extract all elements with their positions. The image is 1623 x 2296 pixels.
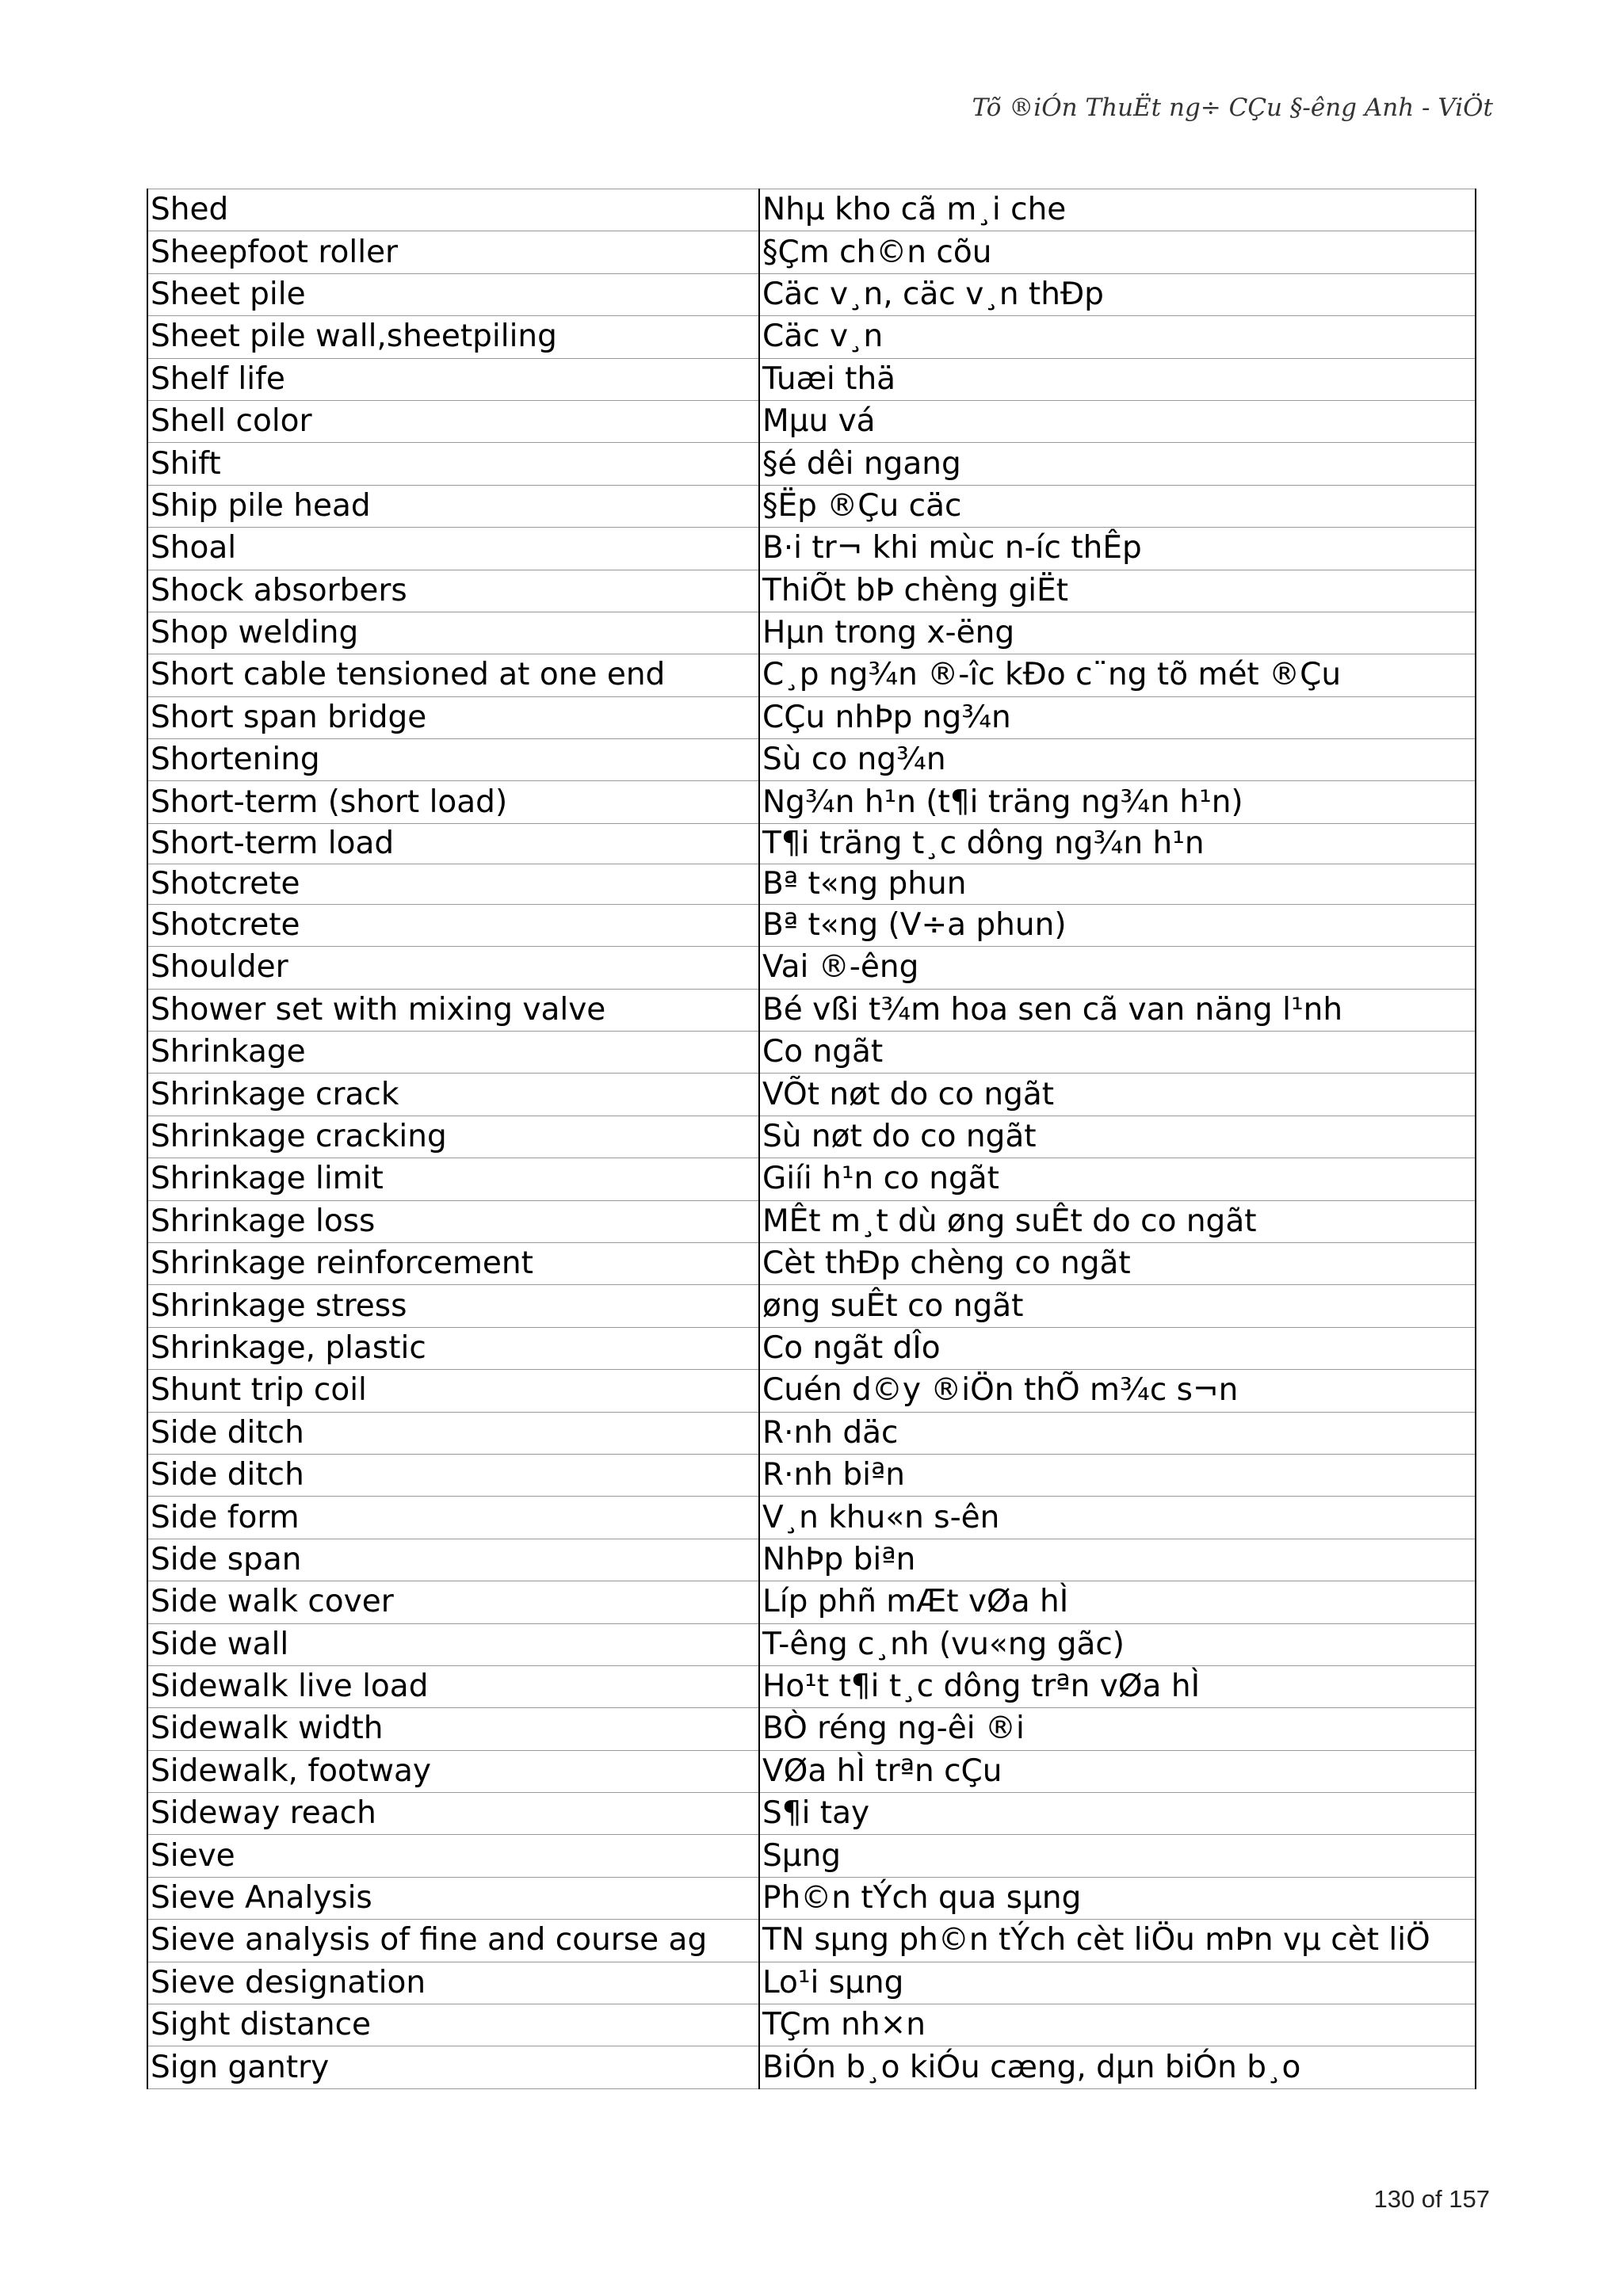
- english-term: Sheet pile: [147, 273, 759, 315]
- vietnamese-term: Bª t«ng (V÷a phun): [759, 904, 1476, 946]
- vietnamese-term: Bª t«ng phun: [759, 864, 1476, 904]
- english-term: Shotcrete: [147, 864, 759, 904]
- vietnamese-term: Cèt thÐp chèng co ngãt: [759, 1242, 1476, 1284]
- english-term: Sieve analysis of fine and course ag: [147, 1920, 759, 1962]
- english-term: Shrinkage: [147, 1032, 759, 1074]
- vietnamese-term: TÇm nh×n: [759, 2004, 1476, 2046]
- english-term: Sidewalk live load: [147, 1665, 759, 1707]
- table-row: [147, 1793, 1476, 1835]
- english-term: Sheet pile wall,sheetpiling: [147, 316, 759, 358]
- english-term: Side ditch: [147, 1412, 759, 1454]
- table-row: [147, 989, 1476, 1031]
- vietnamese-term: MÊt m¸t dù øng suÊt do co ngãt: [759, 1200, 1476, 1242]
- english-term: Side form: [147, 1497, 759, 1539]
- english-term: Shortening: [147, 739, 759, 781]
- table-row: [147, 1412, 1476, 1454]
- table-row: [147, 358, 1476, 400]
- table-row: [147, 1623, 1476, 1665]
- table-row: [147, 739, 1476, 781]
- vietnamese-term: Co ngãt: [759, 1032, 1476, 1074]
- english-term: Shower set with mixing valve: [147, 989, 759, 1031]
- table-row: [147, 231, 1476, 273]
- vietnamese-term: Co ngãt dÎo: [759, 1327, 1476, 1369]
- vietnamese-term: Hµn trong x-ëng: [759, 612, 1476, 654]
- english-term: Shrinkage stress: [147, 1285, 759, 1327]
- english-term: Shrinkage, plastic: [147, 1327, 759, 1369]
- english-term: Shotcrete: [147, 904, 759, 946]
- vietnamese-term: Cäc v¸n: [759, 316, 1476, 358]
- vietnamese-term: Sù co ng¾n: [759, 739, 1476, 781]
- vietnamese-term: R·nh biªn: [759, 1454, 1476, 1496]
- table-row: [147, 864, 1476, 904]
- vietnamese-term: Bé vßi t¾m hoa sen cã van näng l¹nh: [759, 989, 1476, 1031]
- vietnamese-term: C¸p ng¾n ®-îc kÐo c¨ng tõ mét ®Çu: [759, 654, 1476, 696]
- vietnamese-term: Líp phñ mÆt vØa hÌ: [759, 1581, 1476, 1623]
- table-row: [147, 189, 1476, 231]
- vietnamese-term: Sµng: [759, 1835, 1476, 1877]
- vietnamese-term: BiÓn b¸o kiÓu cæng, dµn biÓn b¸o: [759, 2046, 1476, 2088]
- vietnamese-term: VÕt nøt do co ngãt: [759, 1074, 1476, 1116]
- english-term: Sign gantry: [147, 2046, 759, 2088]
- english-term: Ship pile head: [147, 485, 759, 527]
- vietnamese-term: Giíi h¹n co ngãt: [759, 1158, 1476, 1200]
- english-term: Short cable tensioned at one end: [147, 654, 759, 696]
- table-row: [147, 528, 1476, 570]
- table-row: [147, 316, 1476, 358]
- vietnamese-term: Lo¹i sµng: [759, 1962, 1476, 2004]
- english-term: Sidewalk width: [147, 1708, 759, 1750]
- english-term: Sieve designation: [147, 1962, 759, 2004]
- table-row: [147, 1750, 1476, 1792]
- english-term: Short-term load: [147, 823, 759, 864]
- document-header-title: Tõ ®iÓn ThuËt ng÷ CÇu §-êng Anh - ViÖt: [972, 93, 1493, 122]
- table-row: [147, 1158, 1476, 1200]
- glossary-body: [147, 189, 1476, 2089]
- table-row: [147, 2046, 1476, 2088]
- table-row: [147, 1581, 1476, 1623]
- table-row: [147, 1539, 1476, 1581]
- english-term: Shift: [147, 443, 759, 485]
- english-term: Shed: [147, 189, 759, 231]
- vietnamese-term: NhÞp biªn: [759, 1539, 1476, 1581]
- vietnamese-term: Mµu vá: [759, 400, 1476, 442]
- vietnamese-term: Tuæi thä: [759, 358, 1476, 400]
- page-number: 130 of 157: [1373, 2185, 1490, 2213]
- english-term: Short-term (short load): [147, 781, 759, 823]
- table-row: [147, 1835, 1476, 1877]
- vietnamese-term: §Ëp ®Çu cäc: [759, 485, 1476, 527]
- table-row: [147, 1032, 1476, 1074]
- table-row: [147, 904, 1476, 946]
- table-row: [147, 1074, 1476, 1116]
- vietnamese-term: Vai ®-êng: [759, 947, 1476, 989]
- table-row: [147, 2004, 1476, 2046]
- english-term: Shop welding: [147, 612, 759, 654]
- vietnamese-term: B·i tr¬ khi mùc n-íc thÊp: [759, 528, 1476, 570]
- vietnamese-term: V¸n khu«n s-ên: [759, 1497, 1476, 1539]
- vietnamese-term: Sù nøt do co ngãt: [759, 1116, 1476, 1158]
- vietnamese-term: CÇu nhÞp ng¾n: [759, 696, 1476, 738]
- english-term: Shrinkage reinforcement: [147, 1242, 759, 1284]
- table-row: [147, 1200, 1476, 1242]
- table-row: [147, 570, 1476, 612]
- english-term: Shrinkage crack: [147, 1074, 759, 1116]
- table-row: [147, 485, 1476, 527]
- english-term: Sidewalk, footway: [147, 1750, 759, 1792]
- table-row: [147, 781, 1476, 823]
- table-row: [147, 1116, 1476, 1158]
- table-row: [147, 443, 1476, 485]
- vietnamese-term: T¶i träng t¸c dông ng¾n h¹n: [759, 823, 1476, 864]
- english-term: Shoal: [147, 528, 759, 570]
- glossary-table: [147, 189, 1476, 2089]
- table-row: [147, 947, 1476, 989]
- english-term: Side wall: [147, 1623, 759, 1665]
- table-row: [147, 1708, 1476, 1750]
- english-term: Sheepfoot roller: [147, 231, 759, 273]
- vietnamese-term: T-êng c¸nh (vu«ng gãc): [759, 1623, 1476, 1665]
- table-row: [147, 1497, 1476, 1539]
- english-term: Side walk cover: [147, 1581, 759, 1623]
- english-term: Sideway reach: [147, 1793, 759, 1835]
- english-term: Shelf life: [147, 358, 759, 400]
- vietnamese-term: Nhµ kho cã m¸i che: [759, 189, 1476, 231]
- table-row: [147, 654, 1476, 696]
- english-term: Shock absorbers: [147, 570, 759, 612]
- table-row: [147, 823, 1476, 864]
- english-term: Sight distance: [147, 2004, 759, 2046]
- vietnamese-term: Cäc v¸n, cäc v¸n thÐp: [759, 273, 1476, 315]
- english-term: Side ditch: [147, 1454, 759, 1496]
- vietnamese-term: Cuén d©y ®iÖn thÕ m¾c s¬n: [759, 1370, 1476, 1412]
- english-term: Short span bridge: [147, 696, 759, 738]
- vietnamese-term: §é dêi ngang: [759, 443, 1476, 485]
- english-term: Shell color: [147, 400, 759, 442]
- vietnamese-term: Ph©n tÝch qua sµng: [759, 1877, 1476, 1919]
- vietnamese-term: ThiÕt bÞ chèng giËt: [759, 570, 1476, 612]
- vietnamese-term: VØa hÌ trªn cÇu: [759, 1750, 1476, 1792]
- table-row: [147, 400, 1476, 442]
- table-row: [147, 1920, 1476, 1962]
- table-row: [147, 1285, 1476, 1327]
- english-term: Shunt trip coil: [147, 1370, 759, 1412]
- table-row: [147, 1665, 1476, 1707]
- english-term: Sieve: [147, 1835, 759, 1877]
- table-row: [147, 1454, 1476, 1496]
- table-row: [147, 273, 1476, 315]
- vietnamese-term: §Çm ch©n cõu: [759, 231, 1476, 273]
- vietnamese-term: Ho¹t t¶i t¸c dông trªn vØa hÌ: [759, 1665, 1476, 1707]
- table-row: [147, 1962, 1476, 2004]
- vietnamese-term: TN sµng ph©n tÝch cèt liÖu mÞn vµ cèt liÖ: [759, 1920, 1476, 1962]
- vietnamese-term: R·nh däc: [759, 1412, 1476, 1454]
- table-row: [147, 696, 1476, 738]
- english-term: Shrinkage cracking: [147, 1116, 759, 1158]
- english-term: Side span: [147, 1539, 759, 1581]
- table-row: [147, 1327, 1476, 1369]
- english-term: Shrinkage limit: [147, 1158, 759, 1200]
- english-term: Shrinkage loss: [147, 1200, 759, 1242]
- vietnamese-term: BÒ réng ng-êi ®i: [759, 1708, 1476, 1750]
- english-term: Shoulder: [147, 947, 759, 989]
- vietnamese-term: Ng¾n h¹n (t¶i träng ng¾n h¹n): [759, 781, 1476, 823]
- vietnamese-term: S¶i tay: [759, 1793, 1476, 1835]
- table-row: [147, 1370, 1476, 1412]
- table-row: [147, 1242, 1476, 1284]
- english-term: Sieve Analysis: [147, 1877, 759, 1919]
- table-row: [147, 612, 1476, 654]
- vietnamese-term: øng suÊt co ngãt: [759, 1285, 1476, 1327]
- table-row: [147, 1877, 1476, 1919]
